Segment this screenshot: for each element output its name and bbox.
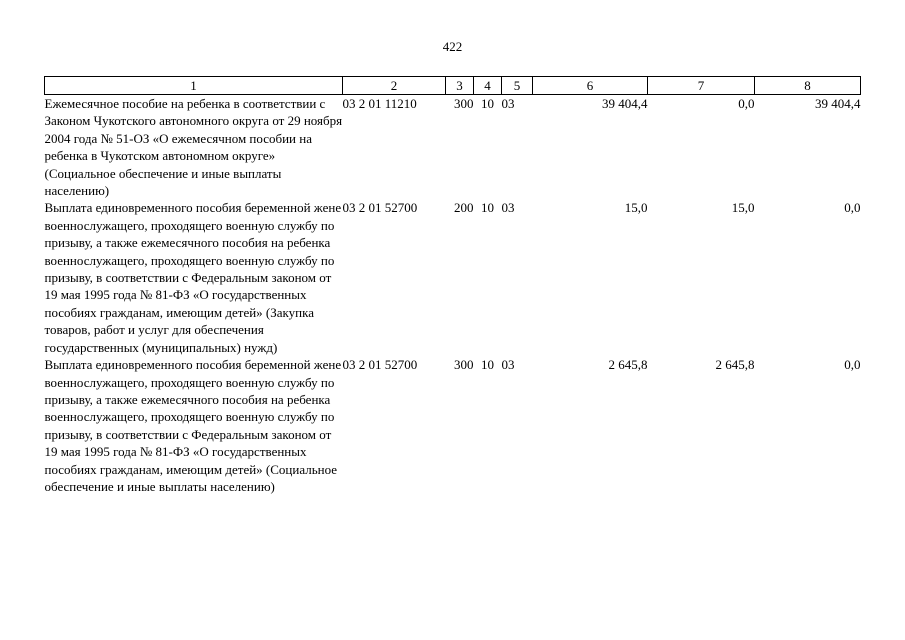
row-col7: 15,0 <box>731 200 755 216</box>
page-number: 422 <box>442 39 463 54</box>
row-col4: 10 <box>481 96 494 111</box>
header-col-7: 7 <box>648 77 755 95</box>
header-col-5: 5 <box>502 77 533 95</box>
row-code: 03 2 01 52700 <box>342 200 418 216</box>
row-description: Выплата единовременного пособия беременной жене военнослужащего, проходящего военную службу по призыву, а также ежемесячного пособия на ребенка военнослужащего, проходящего военную службу по призыву, в соответствии с Федеральным законом от 19 мая 1995 года № 81-ФЗ «О государственных пособиях гражданам, имеющим детей» (Закупка товаров, работ и услуг для обеспечения государственных (муниципальных) нужд) <box>44 200 342 355</box>
header-col-6: 6 <box>533 77 648 95</box>
row-col4: 10 <box>481 357 494 373</box>
table-row <box>45 95 861 200</box>
table-row <box>45 199 861 356</box>
row-col6: 15,0 <box>624 200 648 216</box>
row-col7: 2 645,8 <box>715 357 755 373</box>
row-code: 03 2 01 52700 <box>342 357 418 373</box>
row-col6: 39 404,4 <box>602 96 648 111</box>
row-col8: 0,0 <box>844 357 861 373</box>
row-col8: 39 404,4 <box>815 96 861 111</box>
header-row <box>45 77 861 95</box>
budget-table <box>44 76 861 495</box>
header-col-8: 8 <box>755 77 861 95</box>
row-col7: 0,0 <box>738 96 755 111</box>
row-col8: 0,0 <box>844 200 861 216</box>
row-col3: 200 <box>454 200 474 216</box>
header-col-4: 4 <box>474 77 502 95</box>
row-description: Ежемесячное пособие на ребенка в соответствии с Законом Чукотского автономного округа от 29 ноября 2004 года № 51-ОЗ «О ежемесячном пособии на ребенка в Чукотском автономном округе» (Социальное обеспечение и иные выплаты населению) <box>44 96 343 199</box>
header-col-2: 2 <box>343 77 446 95</box>
row-col5: 03 <box>501 200 515 216</box>
row-col5: 03 <box>501 357 515 373</box>
header-col-3: 3 <box>446 77 474 95</box>
header-col-1: 1 <box>45 77 343 95</box>
row-col5: 03 <box>501 96 515 111</box>
row-col4: 10 <box>481 200 494 216</box>
table-row <box>45 356 861 495</box>
row-col3: 300 <box>454 357 474 373</box>
row-description: Выплата единовременного пособия беременной жене военнослужащего, проходящего военную службу по призыву, а также ежемесячного пособия на ребенка военнослужащего, проходящего военную службу по призыву, в соответствии с Федеральным законом от 19 мая 1995 года № 81-ФЗ «О государственных пособиях гражданам, имеющим детей» (Социальное обеспечение и иные выплаты населению) <box>44 357 342 494</box>
row-code: 03 2 01 11210 <box>342 96 417 111</box>
row-col3: 300 <box>454 96 474 111</box>
row-col6: 2 645,8 <box>608 357 648 373</box>
